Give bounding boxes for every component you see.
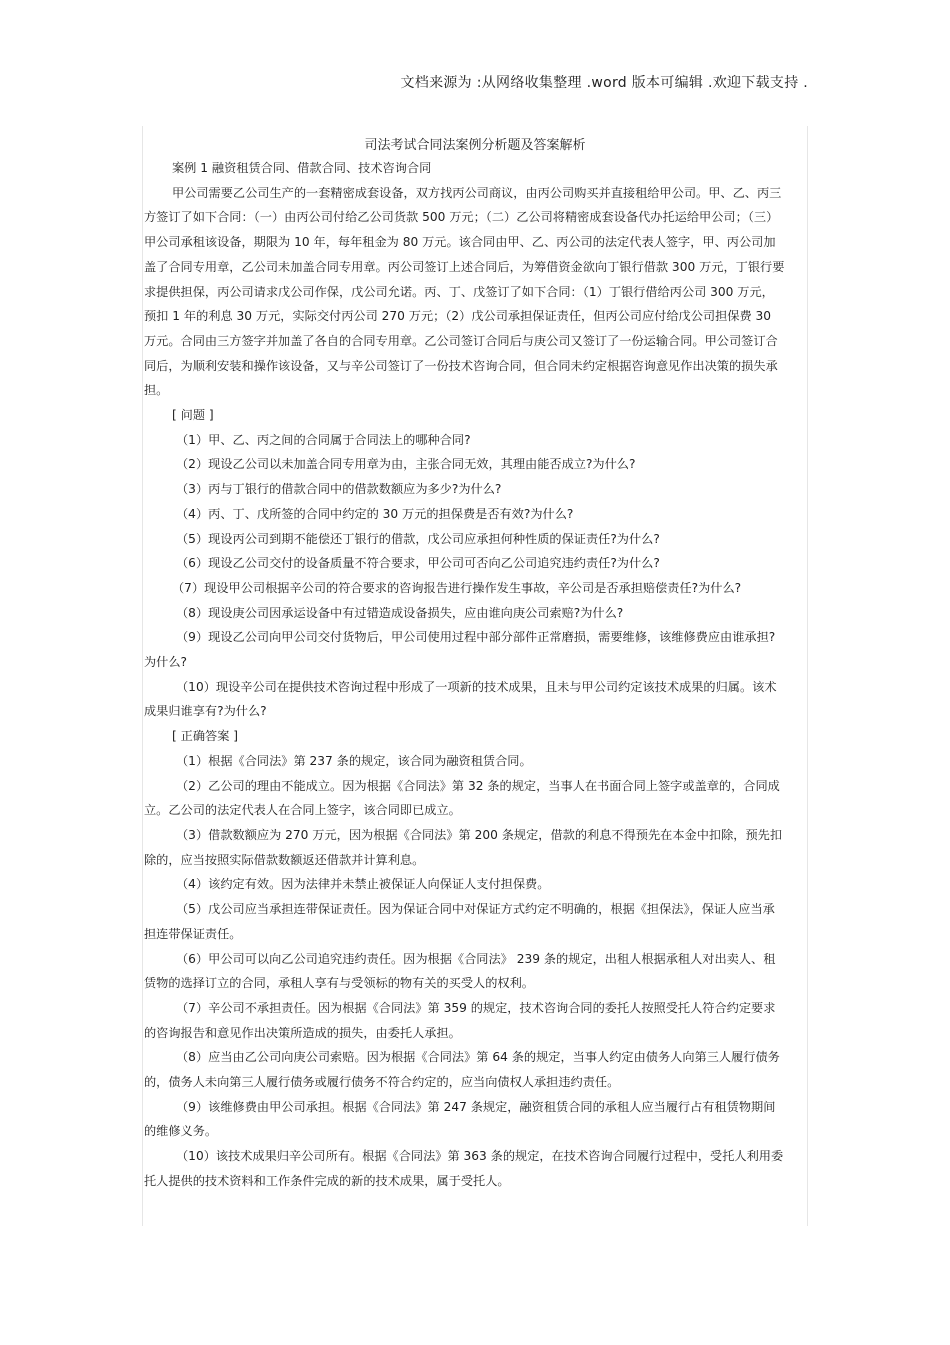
questions-label: [ 问题 ] (172, 408, 214, 423)
document-body (144, 156, 786, 1194)
header-note: 文档来源为 :从网络收集整理 .word 版本可编辑 .欢迎下载支持 . (400, 75, 808, 91)
answer-item: （10）该技术成果归辛公司所有。根据《合同法》第 363 条的规定，在技术咨询合同履行过程中，受托人利用委托人提供的技术资料和工作条件完成的新的技术成果，属于受托人。 (144, 1149, 784, 1188)
answer-item: （5）戊公司应当承担连带保证责任。因为保证合同中对保证方式约定不明确的，根据《担保法》，保证人应当承担连带保证责任。 (144, 902, 775, 941)
answer-item: （1）根据《合同法》第 237 条的规定，该合同为融资租赁合同。 (176, 753, 532, 768)
answer-item: （2）乙公司的理由不能成立。因为根据《合同法》第 32 条的规定，当事人在书面合同上签字或盖章的，合同成立。乙公司的法定代表人在合同上签字，该合同即已成立。 (144, 778, 780, 818)
question-item: （10）现设辛公司在提供技术咨询过程中形成了一项新的技术成果，且未与甲公司约定该技术成果的归属。该术成果归谁享有?为什么? (144, 679, 777, 719)
answer-item: （7）辛公司不承担责任。因为根据《合同法》第 359 的规定，技术咨询合同的委托人按照受托人符合约定要求的咨询报告和意见作出决策所造成的损失，由委托人承担。 (144, 1000, 776, 1040)
answer-item: （6）甲公司可以向乙公司追究违约责任。因为根据《合同法》 239 条的规定，出租人根据承租人对出卖人、租赁物的选择订立的合同，承租人享有与受领标的物有关的买受人的权利。 (144, 951, 776, 991)
question-item: （1）甲、乙、丙之间的合同属于合同法上的哪种合同? (176, 432, 471, 447)
answer-item: （4）该约定有效。因为法律并未禁止被保证人向保证人支付担保费。 (176, 877, 550, 892)
answer-item: （3）借款数额应为 270 万元，因为根据《合同法》第 200 条规定，借款的利息不得预先在本金中扣除，预先扣除的，应当按照实际借款数额返还借款并计算利息。 (144, 827, 783, 867)
question-item: （3）丙与丁银行的借款合同中的借款数额应为多少?为什么? (176, 482, 502, 497)
question-item: （7）现设甲公司根据辛公司的符合要求的咨询报告进行操作发生事故，辛公司是否承担赔偿责任?为什么? (172, 580, 742, 595)
answers-label: [ 正确答案 ] (172, 729, 239, 744)
case-text: 甲公司需要乙公司生产的一套精密成套设备，双方找丙公司商议，由丙公司购买并直接租给甲公司。甲、乙、丙三方签订了如下合同：（一）由丙公司付给乙公司货款 500 万元；（二）乙公司将精密成套设备代办托运给甲公司；（三）甲公司承租该设备，期限为 10 年，每年租金为 80 万元。该合同由甲、乙、丙公司的法定代表人签字，甲、丙公司加盖了合同专用章，乙公司未加盖合同专用章。丙公司签订上述合同后，为筹借资金欲向丁银行借款 300 万元，丁银行要求提供担保，丙公司请求戊公司作保，戊公司允诺。丙、丁、戊签订了如下合同：（1）丁银行借给丙公司 300 万元，预扣 1 年的利息 30 万元，实际交付丙公司 270 万元；（2）戊公司承担保证责任，但丙公司应付给戊公司担保费 30 万元。合同由三方签字并加盖了各自的合同专用章。乙公司签订合同后与庚公司又签订了一份运输合同。甲公司签订合同后，为顺利安装和操作该设备，又与辛公司签订了一份技术咨询合同，但合同未约定根据咨询意见作出决策的损失承担。 (144, 185, 785, 398)
question-item: （9）现设乙公司向甲公司交付货物后，甲公司使用过程中部分部件正常磨损，需要维修，该维修费应由谁承担?为什么? (144, 630, 776, 670)
question-item: （8）现设庚公司因承运设备中有过错造成设备损失，应由谁向庚公司索赔?为什么? (176, 605, 624, 620)
question-item: （5）现设丙公司到期不能偿还丁银行的借款，戊公司应承担何种性质的保证责任?为什么? (176, 531, 660, 546)
answer-item: （9）该维修费由甲公司承担。根据《合同法》第 247 条规定，融资租赁合同的承租人应当履行占有租赁物期间的维修义务。 (144, 1099, 776, 1139)
question-item: （2）现设乙公司以未加盖合同专用章为由，主张合同无效，其理由能否成立?为什么? (176, 457, 636, 472)
document-title: 司法考试合同法案例分析题及答案解析 (364, 138, 586, 153)
question-item: （4）丙、丁、戊所签的合同中约定的 30 万元的担保费是否有效?为什么? (176, 506, 574, 521)
answer-item: （8）应当由乙公司向庚公司索赔。因为根据《合同法》第 64 条的规定，当事人约定由债务人向第三人履行债务的，债务人未向第三人履行债务或履行债务不符合约定的，应当向债权人承担违约责任。 (144, 1050, 780, 1090)
question-item: （6）现设乙公司交付的设备质量不符合要求，甲公司可否向乙公司追究违约责任?为什么? (176, 556, 660, 571)
case-heading: 案例 1 融资租赁合同、借款合同、技术咨询合同 (172, 161, 432, 175)
